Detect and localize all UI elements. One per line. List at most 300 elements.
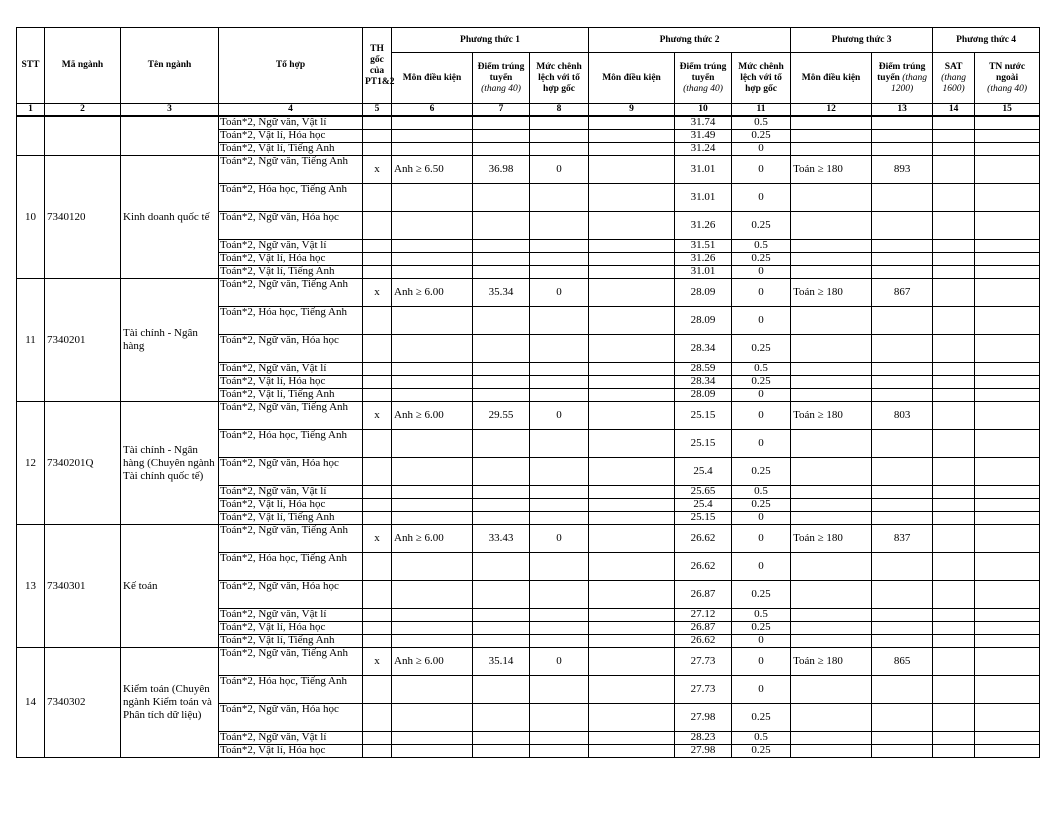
empty-cell	[589, 184, 675, 212]
empty-cell	[933, 130, 975, 143]
empty-cell	[589, 458, 675, 486]
empty-cell	[589, 130, 675, 143]
admission-score-table-page	[16, 27, 1039, 758]
empty-cell	[791, 745, 872, 758]
pt2-diem-cell: 28.59	[675, 363, 732, 376]
empty-cell	[975, 486, 1040, 499]
empty-cell	[975, 704, 1040, 732]
empty-cell	[589, 609, 675, 622]
th-goc-cell: x	[363, 156, 392, 184]
empty-cell	[975, 156, 1040, 184]
empty-cell	[530, 266, 589, 279]
stt-cell: 12	[17, 402, 45, 525]
empty-cell	[589, 745, 675, 758]
empty-cell	[872, 609, 933, 622]
pt2-chenh-cell: 0	[732, 525, 791, 553]
empty-cell	[791, 581, 872, 609]
pt1-chenh-cell: 0	[530, 279, 589, 307]
pt2-diem-cell: 26.87	[675, 581, 732, 609]
pt2-chenh-cell: 0	[732, 402, 791, 430]
empty-cell	[473, 184, 530, 212]
empty-cell	[473, 609, 530, 622]
empty-cell	[872, 389, 933, 402]
empty-cell	[872, 553, 933, 581]
col-index: 10	[675, 104, 732, 117]
empty-cell	[473, 458, 530, 486]
stt-cell	[17, 116, 45, 156]
empty-cell	[363, 430, 392, 458]
empty-cell	[363, 486, 392, 499]
empty-cell	[975, 212, 1040, 240]
pt2-chenh-cell: 0	[732, 648, 791, 676]
empty-cell	[791, 240, 872, 253]
empty-cell	[473, 732, 530, 745]
empty-cell	[872, 240, 933, 253]
to-hop-cell: Toán*2, Hóa học, Tiếng Anh	[219, 676, 363, 704]
empty-cell	[392, 553, 473, 581]
pt1-chenh-cell: 0	[530, 156, 589, 184]
empty-cell	[791, 512, 872, 525]
empty-cell	[975, 184, 1040, 212]
empty-cell	[872, 635, 933, 648]
ma-nganh-cell	[45, 116, 121, 156]
empty-cell	[791, 622, 872, 635]
empty-cell	[975, 279, 1040, 307]
header-pt2-chenh-lech: Mức chênh lệch với tổ hợp gốc	[732, 53, 791, 104]
empty-cell	[975, 130, 1040, 143]
empty-cell	[530, 458, 589, 486]
to-hop-cell: Toán*2, Vật lí, Hóa học	[219, 130, 363, 143]
empty-cell	[791, 553, 872, 581]
empty-cell	[589, 212, 675, 240]
pt1-mon-dieu-kien-cell: Anh ≥ 6.00	[392, 279, 473, 307]
empty-cell	[392, 363, 473, 376]
to-hop-cell: Toán*2, Ngữ văn, Tiếng Anh	[219, 279, 363, 307]
empty-cell	[530, 512, 589, 525]
empty-cell	[392, 240, 473, 253]
empty-cell	[791, 376, 872, 389]
empty-cell	[392, 184, 473, 212]
empty-cell	[392, 704, 473, 732]
pt2-chenh-cell: 0.5	[732, 116, 791, 130]
header-sat	[933, 53, 975, 104]
pt2-chenh-cell: 0.25	[732, 704, 791, 732]
header-pt1-mon-dieu-kien: Môn điều kiện	[392, 53, 473, 104]
header-phuong-thuc-4: Phương thức 4	[933, 28, 1040, 53]
pt1-diem-cell: 35.34	[473, 279, 530, 307]
empty-cell	[933, 389, 975, 402]
to-hop-cell: Toán*2, Ngữ văn, Tiếng Anh	[219, 402, 363, 430]
to-hop-cell: Toán*2, Ngữ văn, Vật lí	[219, 732, 363, 745]
empty-cell	[933, 279, 975, 307]
empty-cell	[589, 704, 675, 732]
empty-cell	[530, 609, 589, 622]
to-hop-cell: Toán*2, Hóa học, Tiếng Anh	[219, 184, 363, 212]
empty-cell	[473, 745, 530, 758]
empty-cell	[363, 581, 392, 609]
ma-nganh-cell: 7340301	[45, 525, 121, 648]
empty-cell	[933, 143, 975, 156]
pt2-diem-cell: 25.65	[675, 486, 732, 499]
col-index: 11	[732, 104, 791, 117]
empty-cell	[473, 143, 530, 156]
pt2-diem-cell: 28.23	[675, 732, 732, 745]
empty-cell	[589, 266, 675, 279]
empty-cell	[530, 581, 589, 609]
empty-cell	[473, 581, 530, 609]
empty-cell	[975, 253, 1040, 266]
empty-cell	[363, 143, 392, 156]
empty-cell	[589, 553, 675, 581]
empty-cell	[589, 240, 675, 253]
empty-cell	[473, 430, 530, 458]
col-index: 4	[219, 104, 363, 117]
empty-cell	[530, 376, 589, 389]
to-hop-cell: Toán*2, Vật lí, Hóa học	[219, 499, 363, 512]
empty-cell	[872, 376, 933, 389]
to-hop-cell: Toán*2, Ngữ văn, Tiếng Anh	[219, 648, 363, 676]
pt2-diem-cell: 31.26	[675, 253, 732, 266]
pt2-diem-cell: 25.4	[675, 499, 732, 512]
pt2-chenh-cell: 0.25	[732, 212, 791, 240]
to-hop-cell: Toán*2, Hóa học, Tiếng Anh	[219, 553, 363, 581]
ma-nganh-cell: 7340201Q	[45, 402, 121, 525]
pt2-chenh-cell: 0	[732, 279, 791, 307]
empty-cell	[589, 581, 675, 609]
empty-cell	[392, 512, 473, 525]
header-pt1-diem	[473, 53, 530, 104]
to-hop-cell: Toán*2, Ngữ văn, Hóa học	[219, 704, 363, 732]
pt2-chenh-cell: 0.5	[732, 363, 791, 376]
header-pt3-diem-scale: (thang 1200)	[890, 72, 928, 94]
to-hop-cell: Toán*2, Vật lí, Hóa học	[219, 376, 363, 389]
empty-cell	[589, 430, 675, 458]
pt2-diem-cell: 31.49	[675, 130, 732, 143]
col-index: 9	[589, 104, 675, 117]
header-phuong-thuc-3: Phương thức 3	[791, 28, 933, 53]
empty-cell	[933, 512, 975, 525]
pt2-diem-cell: 26.62	[675, 525, 732, 553]
th-goc-cell: x	[363, 402, 392, 430]
empty-cell	[530, 745, 589, 758]
empty-cell	[872, 430, 933, 458]
empty-cell	[392, 130, 473, 143]
pt2-diem-cell: 25.15	[675, 402, 732, 430]
empty-cell	[933, 486, 975, 499]
empty-cell	[363, 335, 392, 363]
empty-cell	[975, 553, 1040, 581]
empty-cell	[872, 307, 933, 335]
empty-cell	[363, 458, 392, 486]
pt3-mon-dieu-kien-cell: Toán ≥ 180	[791, 525, 872, 553]
empty-cell	[473, 553, 530, 581]
pt2-diem-cell: 31.01	[675, 156, 732, 184]
table-body	[17, 116, 1040, 758]
pt2-chenh-cell: 0	[732, 184, 791, 212]
empty-cell	[933, 402, 975, 430]
pt2-diem-cell: 28.34	[675, 376, 732, 389]
empty-cell	[975, 376, 1040, 389]
empty-cell	[791, 143, 872, 156]
empty-cell	[589, 335, 675, 363]
empty-cell	[933, 116, 975, 130]
empty-cell	[392, 609, 473, 622]
header-pt3-mon-dieu-kien: Môn điều kiện	[791, 53, 872, 104]
table-header	[17, 28, 1040, 117]
empty-cell	[975, 335, 1040, 363]
empty-cell	[589, 389, 675, 402]
empty-cell	[392, 745, 473, 758]
empty-cell	[975, 732, 1040, 745]
pt2-chenh-cell: 0	[732, 307, 791, 335]
pt2-chenh-cell: 0.25	[732, 335, 791, 363]
empty-cell	[530, 486, 589, 499]
col-index: 15	[975, 104, 1040, 117]
empty-cell	[473, 307, 530, 335]
empty-cell	[589, 635, 675, 648]
empty-cell	[392, 486, 473, 499]
to-hop-cell: Toán*2, Vật lí, Tiếng Anh	[219, 512, 363, 525]
table-row	[17, 156, 1040, 184]
empty-cell	[589, 376, 675, 389]
to-hop-cell: Toán*2, Vật lí, Tiếng Anh	[219, 389, 363, 402]
empty-cell	[933, 553, 975, 581]
pt2-diem-cell: 27.98	[675, 704, 732, 732]
table-row	[17, 648, 1040, 676]
pt2-chenh-cell: 0.25	[732, 745, 791, 758]
pt1-diem-cell: 35.14	[473, 648, 530, 676]
empty-cell	[392, 389, 473, 402]
empty-cell	[872, 676, 933, 704]
to-hop-cell: Toán*2, Vật lí, Hóa học	[219, 745, 363, 758]
empty-cell	[392, 212, 473, 240]
empty-cell	[975, 266, 1040, 279]
pt2-chenh-cell: 0	[732, 553, 791, 581]
to-hop-cell: Toán*2, Hóa học, Tiếng Anh	[219, 307, 363, 335]
empty-cell	[975, 402, 1040, 430]
pt2-diem-cell: 25.15	[675, 512, 732, 525]
pt2-diem-cell: 31.01	[675, 184, 732, 212]
empty-cell	[392, 458, 473, 486]
col-index: 12	[791, 104, 872, 117]
pt2-diem-cell: 27.98	[675, 745, 732, 758]
empty-cell	[589, 486, 675, 499]
empty-cell	[363, 499, 392, 512]
pt2-chenh-cell: 0	[732, 156, 791, 184]
empty-cell	[975, 609, 1040, 622]
pt2-chenh-cell: 0	[732, 512, 791, 525]
empty-cell	[530, 622, 589, 635]
empty-cell	[473, 212, 530, 240]
to-hop-cell: Toán*2, Ngữ văn, Vật lí	[219, 609, 363, 622]
empty-cell	[589, 499, 675, 512]
empty-cell	[530, 240, 589, 253]
pt2-diem-cell: 31.26	[675, 212, 732, 240]
empty-cell	[392, 732, 473, 745]
table-row	[17, 525, 1040, 553]
empty-cell	[872, 704, 933, 732]
empty-cell	[791, 704, 872, 732]
to-hop-cell: Toán*2, Ngữ văn, Tiếng Anh	[219, 156, 363, 184]
empty-cell	[473, 363, 530, 376]
pt2-chenh-cell: 0	[732, 389, 791, 402]
empty-cell	[791, 212, 872, 240]
empty-cell	[473, 389, 530, 402]
empty-cell	[975, 745, 1040, 758]
to-hop-cell: Toán*2, Vật lí, Tiếng Anh	[219, 266, 363, 279]
stt-cell: 14	[17, 648, 45, 758]
empty-cell	[933, 732, 975, 745]
empty-cell	[363, 307, 392, 335]
empty-cell	[363, 266, 392, 279]
col-index: 3	[121, 104, 219, 117]
empty-cell	[530, 676, 589, 704]
header-sat-scale: (thang 1600)	[941, 72, 966, 94]
header-ma-nganh: Mã ngành	[45, 28, 121, 104]
pt2-chenh-cell: 0	[732, 266, 791, 279]
empty-cell	[791, 486, 872, 499]
header-tn-label: TN nước ngoài	[989, 61, 1026, 83]
empty-cell	[530, 389, 589, 402]
empty-cell	[589, 143, 675, 156]
empty-cell	[363, 130, 392, 143]
empty-cell	[933, 184, 975, 212]
empty-cell	[975, 240, 1040, 253]
empty-cell	[791, 307, 872, 335]
header-pt2-diem-label: Điểm trúng tuyển	[679, 61, 727, 83]
header-phuong-thuc-1: Phương thức 1	[392, 28, 589, 53]
empty-cell	[872, 499, 933, 512]
empty-cell	[933, 635, 975, 648]
ten-nganh-cell: Kiểm toán (Chuyên ngành Kiểm toán và Phân tích dữ liệu)	[121, 648, 219, 758]
header-stt: STT	[17, 28, 45, 104]
empty-cell	[589, 279, 675, 307]
pt1-diem-cell: 29.55	[473, 402, 530, 430]
header-pt3-diem	[872, 53, 933, 104]
empty-cell	[975, 143, 1040, 156]
empty-cell	[392, 622, 473, 635]
empty-cell	[473, 635, 530, 648]
empty-cell	[473, 253, 530, 266]
header-pt1-diem-label: Điểm trúng tuyển	[477, 61, 525, 83]
to-hop-cell: Toán*2, Ngữ văn, Vật lí	[219, 240, 363, 253]
to-hop-cell: Toán*2, Ngữ văn, Hóa học	[219, 458, 363, 486]
pt2-chenh-cell: 0.25	[732, 253, 791, 266]
empty-cell	[392, 335, 473, 363]
pt2-chenh-cell: 0.25	[732, 458, 791, 486]
empty-cell	[363, 376, 392, 389]
empty-cell	[473, 622, 530, 635]
empty-cell	[363, 253, 392, 266]
pt3-diem-cell: 865	[872, 648, 933, 676]
empty-cell	[791, 609, 872, 622]
empty-cell	[589, 525, 675, 553]
empty-cell	[791, 363, 872, 376]
empty-cell	[872, 458, 933, 486]
empty-cell	[363, 363, 392, 376]
empty-cell	[872, 363, 933, 376]
ten-nganh-cell: Kế toán	[121, 525, 219, 648]
empty-cell	[473, 130, 530, 143]
to-hop-cell: Toán*2, Ngữ văn, Vật lí	[219, 116, 363, 130]
empty-cell	[933, 525, 975, 553]
empty-cell	[363, 240, 392, 253]
column-index-row	[17, 104, 1040, 117]
empty-cell	[473, 240, 530, 253]
pt2-diem-cell: 28.09	[675, 389, 732, 402]
col-index: 5	[363, 104, 392, 117]
to-hop-cell: Toán*2, Ngữ văn, Hóa học	[219, 335, 363, 363]
empty-cell	[975, 512, 1040, 525]
ten-nganh-cell: Tài chính - Ngân hàng (Chuyên ngành Tài chính quốc tế)	[121, 402, 219, 525]
table-row	[17, 402, 1040, 430]
ten-nganh-cell	[121, 116, 219, 156]
empty-cell	[589, 512, 675, 525]
th-goc-cell: x	[363, 525, 392, 553]
th-goc-cell: x	[363, 648, 392, 676]
pt1-mon-dieu-kien-cell: Anh ≥ 6.00	[392, 648, 473, 676]
to-hop-cell: Toán*2, Ngữ văn, Vật lí	[219, 486, 363, 499]
empty-cell	[363, 512, 392, 525]
pt2-chenh-cell: 0.5	[732, 609, 791, 622]
empty-cell	[363, 622, 392, 635]
to-hop-cell: Toán*2, Hóa học, Tiếng Anh	[219, 430, 363, 458]
empty-cell	[530, 635, 589, 648]
empty-cell	[933, 307, 975, 335]
header-pt1-chenh-lech: Mức chênh lệch với tổ hợp gốc	[530, 53, 589, 104]
header-ten-nganh: Tên ngành	[121, 28, 219, 104]
pt1-mon-dieu-kien-cell: Anh ≥ 6.50	[392, 156, 473, 184]
ma-nganh-cell: 7340201	[45, 279, 121, 402]
empty-cell	[392, 581, 473, 609]
pt2-chenh-cell: 0.5	[732, 732, 791, 745]
empty-cell	[872, 486, 933, 499]
header-pt2-mon-dieu-kien: Môn điều kiện	[589, 53, 675, 104]
empty-cell	[933, 156, 975, 184]
col-index: 14	[933, 104, 975, 117]
to-hop-cell: Toán*2, Ngữ văn, Hóa học	[219, 212, 363, 240]
col-index: 13	[872, 104, 933, 117]
empty-cell	[975, 676, 1040, 704]
empty-cell	[392, 430, 473, 458]
empty-cell	[872, 212, 933, 240]
col-index: 1	[17, 104, 45, 117]
empty-cell	[933, 622, 975, 635]
empty-cell	[791, 130, 872, 143]
pt1-chenh-cell: 0	[530, 525, 589, 553]
th-goc-cell: x	[363, 279, 392, 307]
pt2-chenh-cell: 0.5	[732, 486, 791, 499]
empty-cell	[791, 635, 872, 648]
to-hop-cell: Toán*2, Ngữ văn, Tiếng Anh	[219, 525, 363, 553]
header-sat-label: SAT	[944, 61, 963, 72]
pt2-diem-cell: 25.15	[675, 430, 732, 458]
empty-cell	[363, 704, 392, 732]
pt2-diem-cell: 31.24	[675, 143, 732, 156]
empty-cell	[363, 553, 392, 581]
empty-cell	[530, 253, 589, 266]
empty-cell	[872, 266, 933, 279]
empty-cell	[933, 363, 975, 376]
stt-cell: 11	[17, 279, 45, 402]
empty-cell	[872, 512, 933, 525]
empty-cell	[473, 704, 530, 732]
pt2-diem-cell: 31.74	[675, 116, 732, 130]
pt2-chenh-cell: 0	[732, 143, 791, 156]
empty-cell	[872, 335, 933, 363]
empty-cell	[530, 335, 589, 363]
empty-cell	[975, 363, 1040, 376]
